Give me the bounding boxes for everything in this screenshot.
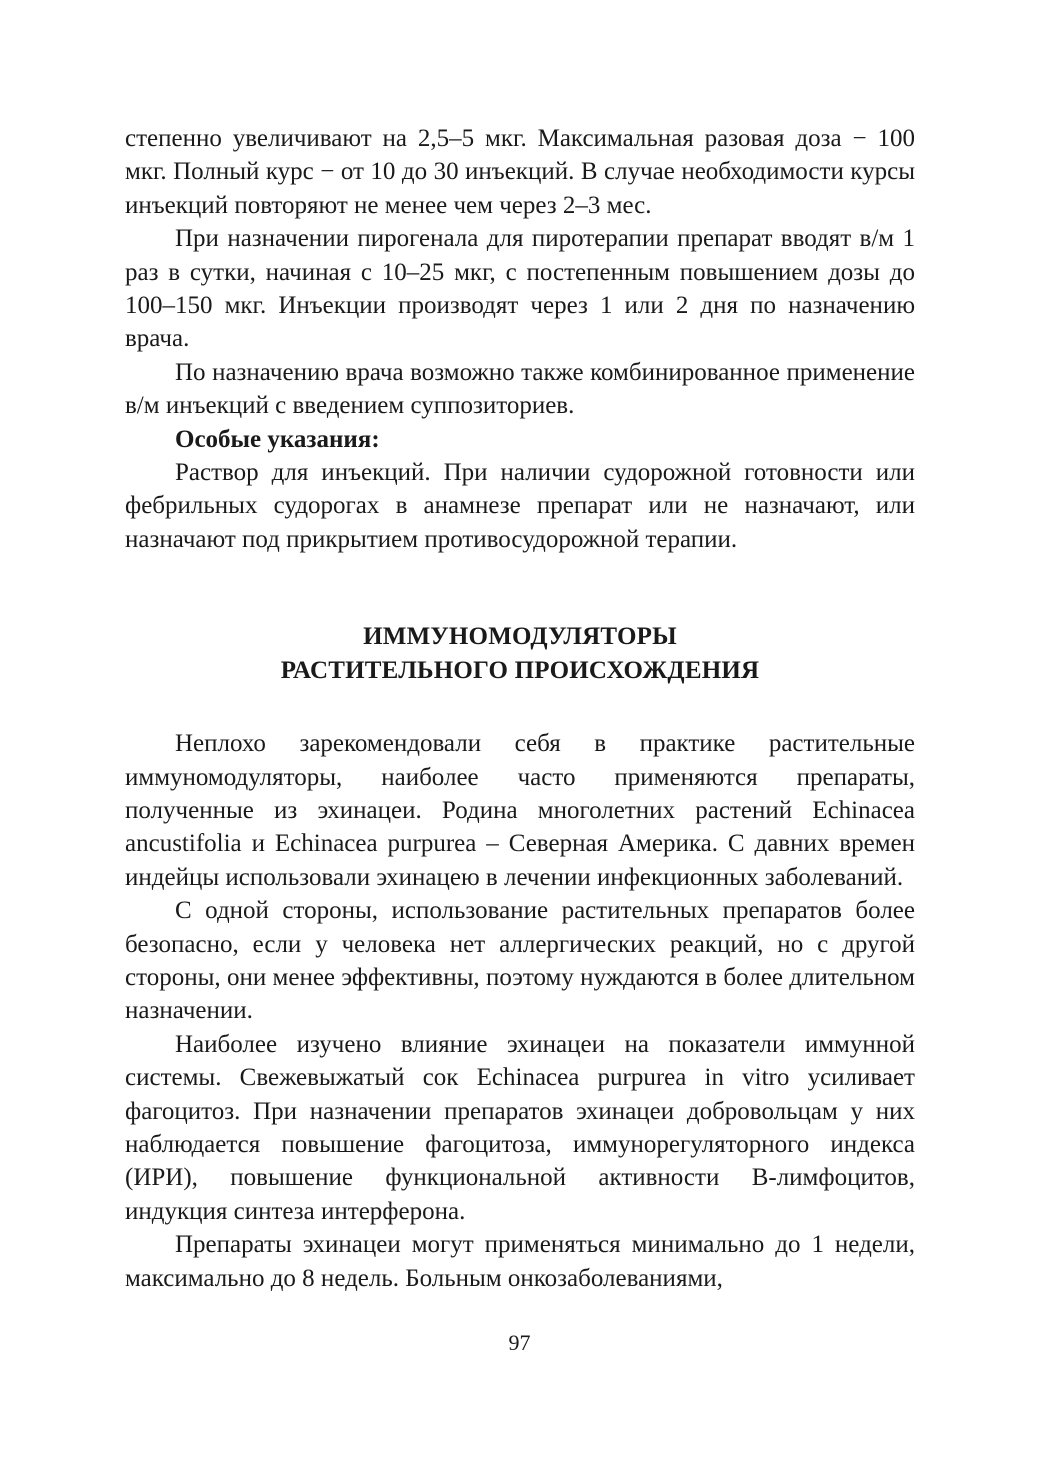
paragraph-pyrotherapy: При назначении пирогенала для пиротерапии препарат вводят в/м 1 раз в сутки, начиная с 10–25 мкг, с постепенным повышением дозы до 100–150 мкг. Инъекции производят через 1 или 2 дня по назначению врача. <box>125 225 915 353</box>
paragraph-combined-use: По назначению врача возможно также комбинированное применение в/м инъекций с введением суппозиториев. <box>125 358 915 420</box>
section-spacer <box>125 687 915 727</box>
paragraph-safety: С одной стороны, использование растительных препаратов более безопасно, если у человека нет аллергических реакций, но с другой стороны, они менее эффективны, поэтому нуждаются в более длительном назначении. <box>125 897 915 1025</box>
paragraph-special-instructions: Раствор для инъекций. При наличии судорожной готовности или фебрильных судорогах в анамнезе препарат или не назначают, или назначают под прикрытием противосудорожной терапии. <box>125 459 915 553</box>
paragraph-echinacea-intro: Неплохо зарекомендовали себя в практике растительные иммуномодуляторы, наиболее часто применяются препараты, полученные из эхинацеи. Родина многолетних растений Echinacea ancustifolia и Echinacea purpurea – Северная Америка. С давних времен индейцы использовали эхинацею в лечении инфекционных заболеваний. <box>125 730 915 891</box>
paragraph-dosage-continuation: степенно увеличивают на 2,5–5 мкг. Максимальная разовая доза − 100 мкг. Полный курс − от 10 до 30 инъекций. В случае необходимости курсы инъекций повторяют не менее чем через 2–3 мес. <box>125 125 915 219</box>
page-body <box>125 122 915 1295</box>
paragraph-immune-effects: Наиболее изучено влияние эхинацеи на показатели иммунной системы. Свежевыжатый сок Echinacea purpurea in vitro усиливает фагоцитоз. При назначении препаратов эхинацеи добровольцам у них наблюдается повышение фагоцитоза, иммунорегуляторного индекса (ИРИ), повышение функциональной активности В-лимфоцитов, индукция синтеза интерферона. <box>125 1030 915 1225</box>
page-number: 97 <box>508 1330 531 1355</box>
section-title-line-2: РАСТИТЕЛЬНОГО ПРОИСХОЖДЕНИЯ <box>280 656 760 684</box>
paragraph-duration: Препараты эхинацеи могут применяться минимально до 1 недели, максимально до 8 недель. Больным онкозаболеваниями, <box>125 1231 915 1292</box>
special-instructions-heading: Особые указания: <box>175 425 380 453</box>
section-title <box>125 620 915 687</box>
section-title-line-1: ИММУНОМОДУЛЯТОРЫ <box>363 623 677 651</box>
